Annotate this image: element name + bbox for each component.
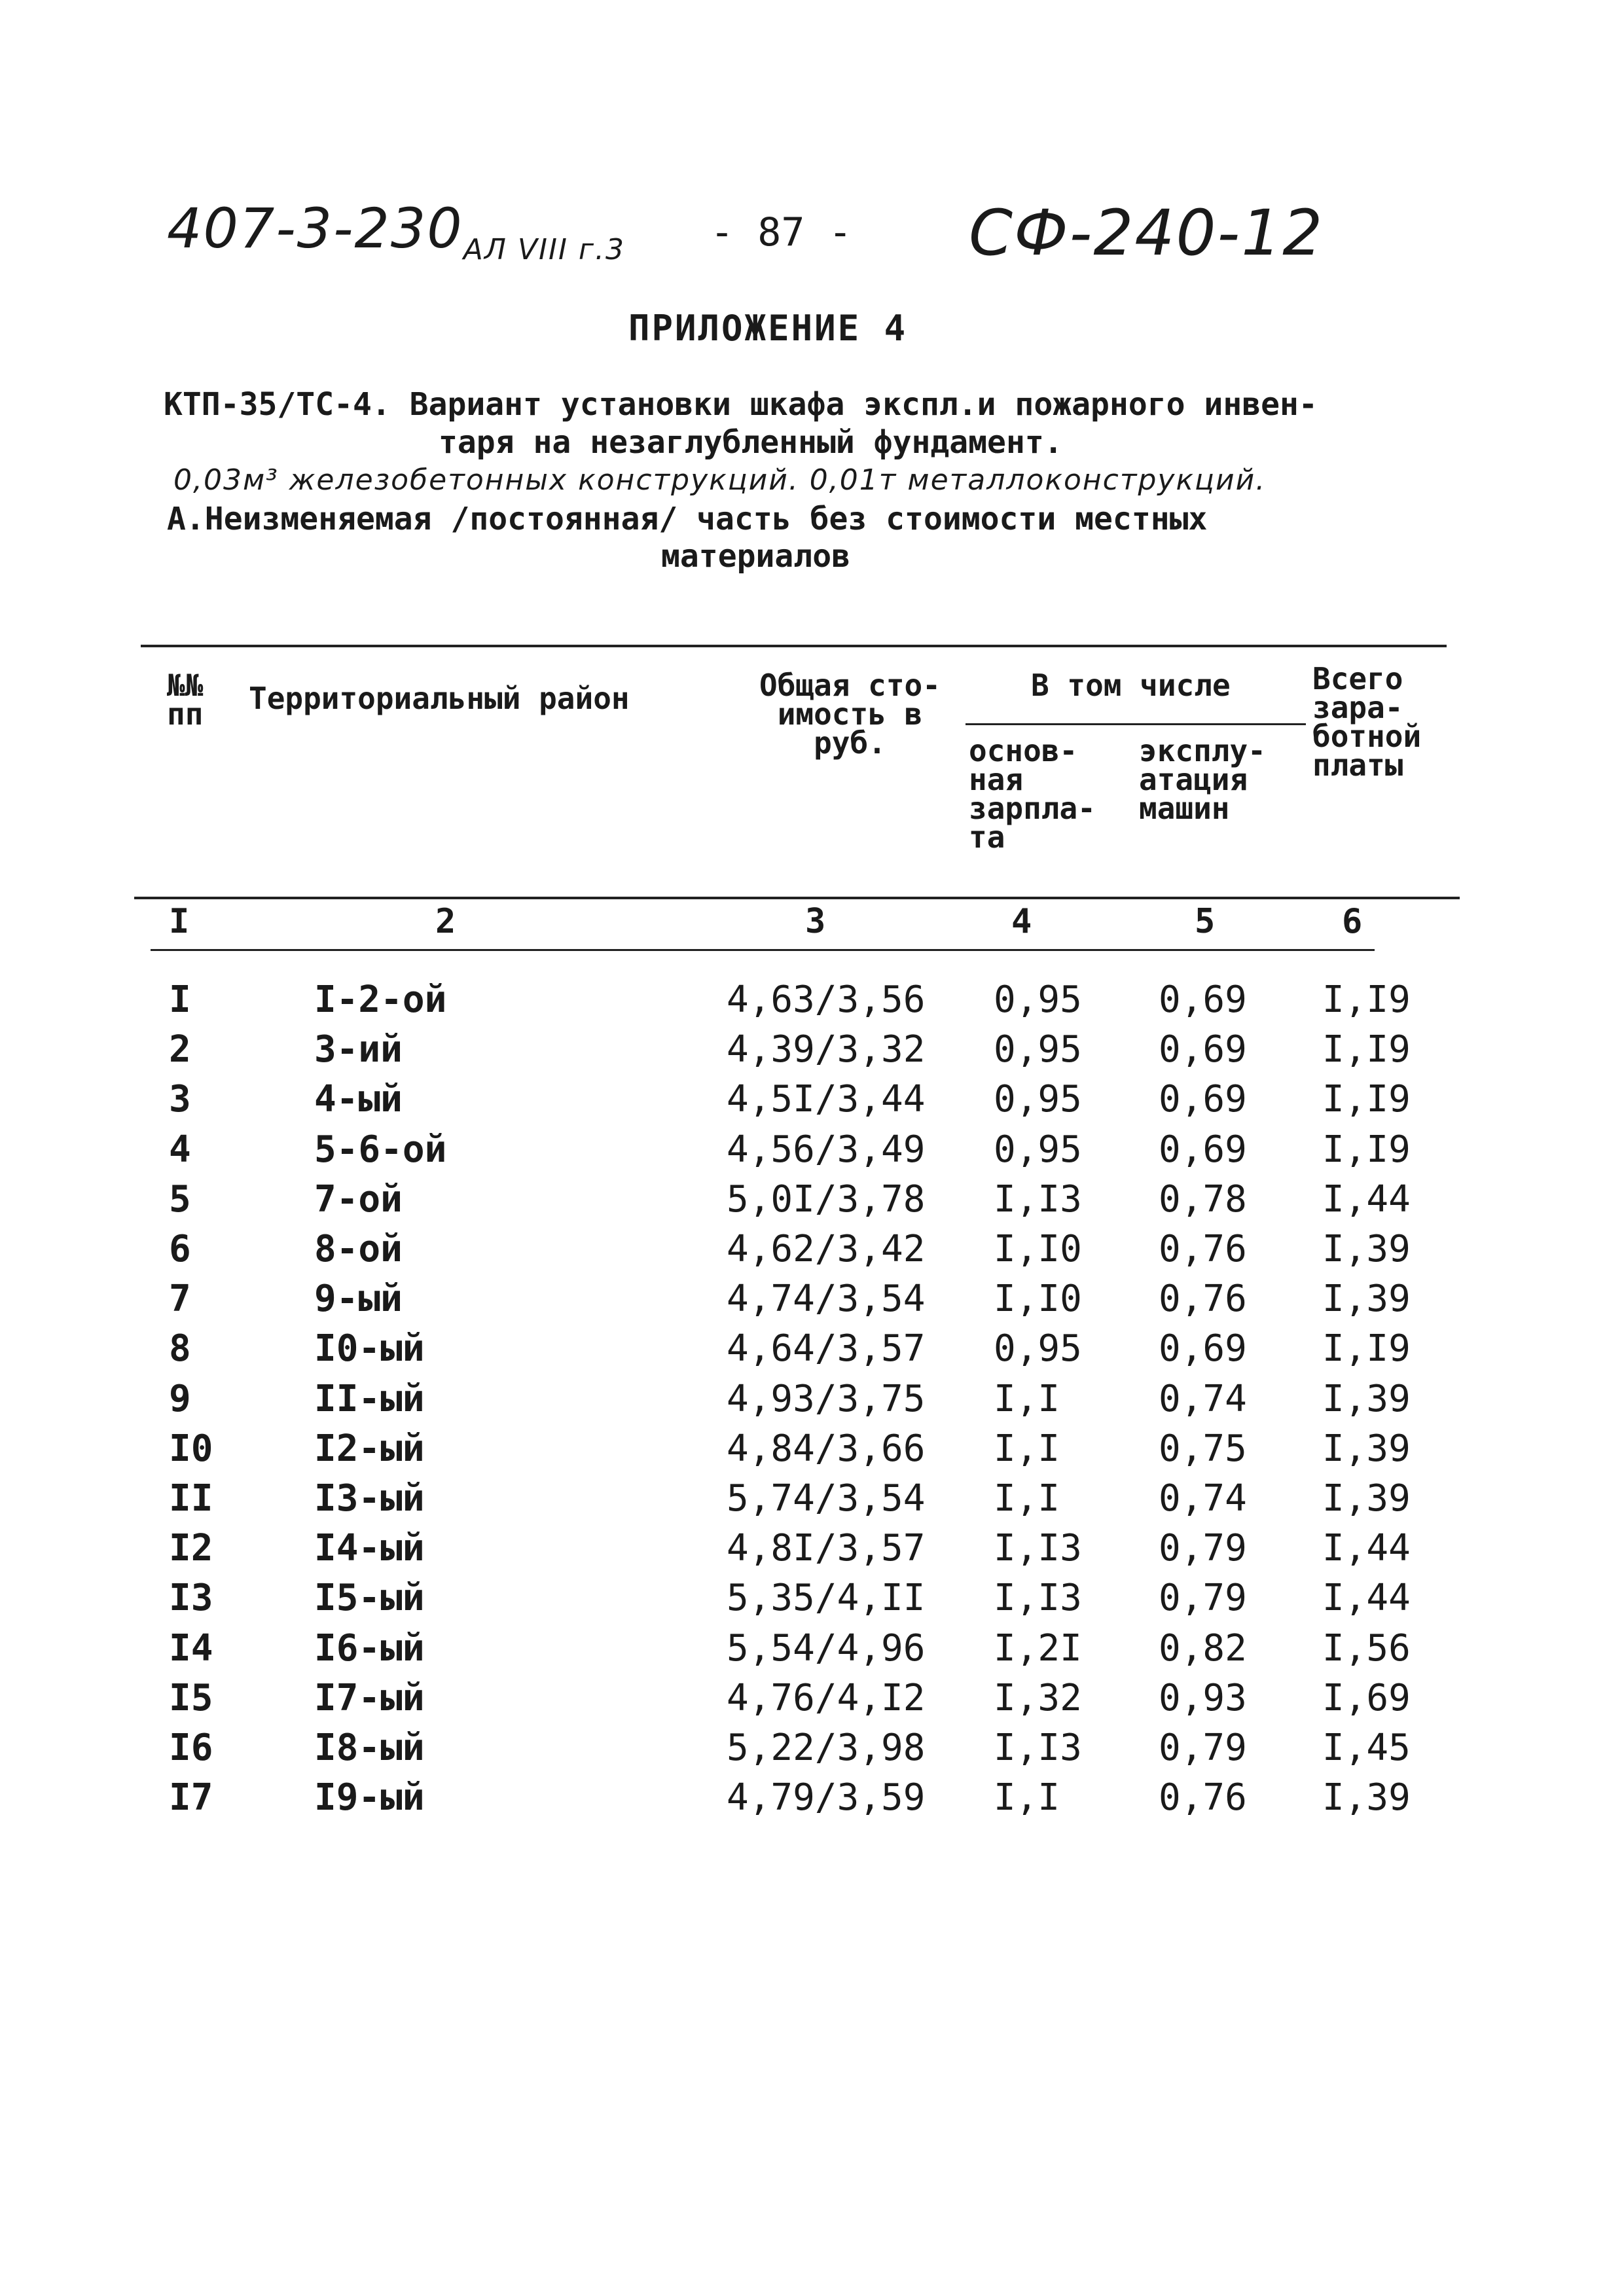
heading-line-5: материалов	[661, 538, 850, 575]
subheader-rule	[965, 723, 1306, 725]
header-base-pay	[969, 733, 1096, 855]
machine-operation-cell: 0,76	[1159, 1228, 1247, 1270]
total-cost-cell: 4,8I/3,57	[727, 1527, 926, 1570]
row-number-cell: I7	[169, 1776, 213, 1819]
total-cost-cell: 4,39/3,32	[727, 1028, 926, 1071]
row-number-cell: 9	[169, 1378, 191, 1420]
machine-operation-cell: 0,74	[1159, 1477, 1247, 1520]
region-name-cell: I9-ый	[314, 1776, 425, 1819]
total-wages-cell: I,I9	[1322, 1128, 1411, 1171]
total-wages-cell: I,69	[1322, 1677, 1411, 1719]
total-wages-cell: I,I9	[1322, 978, 1411, 1021]
header-machines-line: машин	[1139, 791, 1230, 826]
header-machine-operation	[1139, 733, 1266, 826]
region-name-cell: I3-ый	[314, 1477, 425, 1520]
total-cost-cell: 4,62/3,42	[727, 1228, 926, 1270]
column-number: 4	[1011, 902, 1032, 941]
total-wages-cell: I,I9	[1322, 1078, 1411, 1121]
machine-operation-cell: 0,76	[1159, 1278, 1247, 1320]
region-name-cell: I7-ый	[314, 1677, 425, 1719]
total-cost-cell: 4,93/3,75	[727, 1378, 926, 1420]
document-code-main: 407-3-230	[167, 196, 463, 260]
heading-line-2: таря на незаглубленный фундамент.	[439, 424, 1063, 461]
machine-operation-cell: 0,79	[1159, 1577, 1247, 1619]
total-wages-cell: I,56	[1322, 1627, 1411, 1670]
document-code-sub: АЛ VIII г.3	[463, 232, 626, 266]
machine-operation-cell: 0,69	[1159, 978, 1247, 1021]
base-pay-cell: 0,95	[994, 978, 1082, 1021]
total-wages-cell: I,39	[1322, 1278, 1411, 1320]
base-pay-cell: I,I0	[994, 1278, 1082, 1320]
row-number-cell: I2	[169, 1527, 213, 1570]
machine-operation-cell: 0,93	[1159, 1677, 1247, 1719]
header-wages-line: платы	[1312, 747, 1403, 783]
total-cost-cell: 4,74/3,54	[727, 1278, 926, 1320]
header-wages-line: Всего	[1312, 661, 1403, 696]
total-cost-cell: 4,63/3,56	[727, 978, 926, 1021]
region-name-cell: II-ый	[314, 1378, 425, 1420]
header-region: Территориальный район	[249, 681, 630, 716]
header-total-wages	[1312, 661, 1422, 783]
base-pay-cell: 0,95	[994, 1327, 1082, 1370]
header-total-cost	[759, 668, 941, 761]
header-total-line: имость в	[777, 696, 923, 732]
base-pay-cell: I,2I	[994, 1627, 1082, 1670]
column-number: I	[169, 902, 190, 941]
region-name-cell: I5-ый	[314, 1577, 425, 1619]
machine-operation-cell: 0,74	[1159, 1378, 1247, 1420]
row-number-cell: 3	[169, 1078, 191, 1121]
total-wages-cell: I,39	[1322, 1228, 1411, 1270]
base-pay-cell: I,I	[994, 1776, 1060, 1819]
header-total-line: Общая сто-	[759, 668, 941, 703]
total-wages-cell: I,39	[1322, 1378, 1411, 1420]
base-pay-cell: I,I3	[994, 1527, 1082, 1570]
header-machines-line: эксплу-	[1139, 733, 1266, 768]
row-number-cell: 2	[169, 1028, 191, 1071]
header-base-pay-line: зарпла-	[969, 791, 1096, 826]
base-pay-cell: I,I0	[994, 1228, 1082, 1270]
header-machines-line: атация	[1139, 762, 1248, 797]
total-cost-cell: 4,76/4,I2	[727, 1677, 926, 1719]
total-cost-cell: 4,79/3,59	[727, 1776, 926, 1819]
machine-operation-cell: 0,78	[1159, 1178, 1247, 1221]
total-cost-cell: 4,56/3,49	[727, 1128, 926, 1171]
row-number-cell: 8	[169, 1327, 191, 1370]
page-number: - 87 -	[710, 209, 852, 255]
heading-line-4: А.Неизменяемая /постоянная/ часть без стоимости местных	[167, 501, 1208, 537]
machine-operation-cell: 0,82	[1159, 1627, 1247, 1670]
region-name-cell: 4-ый	[314, 1078, 403, 1121]
header-wages-line: ботной	[1312, 719, 1422, 754]
header-num	[167, 668, 204, 732]
region-name-cell: I6-ый	[314, 1627, 425, 1670]
machine-operation-cell: 0,69	[1159, 1078, 1247, 1121]
column-number: 5	[1195, 902, 1216, 941]
row-number-cell: 6	[169, 1228, 191, 1270]
base-pay-cell: I,I3	[994, 1178, 1082, 1221]
heading-line-1: КТП-35/ТС-4. Вариант установки шкафа экспл.и пожарного инвен-	[164, 386, 1318, 423]
header-base-pay-line: ная	[969, 762, 1024, 797]
machine-operation-cell: 0,79	[1159, 1727, 1247, 1769]
total-cost-cell: 4,84/3,66	[727, 1427, 926, 1470]
base-pay-cell: I,I	[994, 1427, 1060, 1470]
row-number-cell: I0	[169, 1427, 213, 1470]
row-number-cell: 5	[169, 1178, 191, 1221]
row-number-cell: I	[169, 978, 191, 1021]
total-cost-cell: 5,35/4,II	[727, 1577, 926, 1619]
base-pay-cell: I,32	[994, 1677, 1082, 1719]
row-number-cell: I4	[169, 1627, 213, 1670]
total-wages-cell: I,I9	[1322, 1327, 1411, 1370]
total-wages-cell: I,44	[1322, 1527, 1411, 1570]
base-pay-cell: 0,95	[994, 1078, 1082, 1121]
total-wages-cell: I,I9	[1322, 1028, 1411, 1071]
row-number-cell: I6	[169, 1727, 213, 1769]
total-wages-cell: I,45	[1322, 1727, 1411, 1769]
region-name-cell: 9-ый	[314, 1278, 403, 1320]
document-code-left	[167, 196, 625, 266]
total-cost-cell: 5,0I/3,78	[727, 1178, 926, 1221]
appendix-title: ПРИЛОЖЕНИЕ 4	[628, 308, 908, 349]
document-code-right: СФ-240-12	[969, 196, 1324, 270]
total-cost-cell: 5,22/3,98	[727, 1727, 926, 1769]
column-number: 3	[805, 902, 826, 941]
machine-operation-cell: 0,69	[1159, 1028, 1247, 1071]
header-base-pay-line: основ-	[969, 733, 1078, 768]
column-number: 2	[435, 902, 456, 941]
table-top-rule	[141, 645, 1447, 647]
row-number-cell: 7	[169, 1278, 191, 1320]
machine-operation-cell: 0,79	[1159, 1527, 1247, 1570]
header-num-line: №№	[167, 668, 204, 703]
region-name-cell: I0-ый	[314, 1327, 425, 1370]
total-cost-cell: 5,74/3,54	[727, 1477, 926, 1520]
region-name-cell: 3-ий	[314, 1028, 403, 1071]
total-cost-cell: 4,64/3,57	[727, 1327, 926, 1370]
base-pay-cell: 0,95	[994, 1128, 1082, 1171]
machine-operation-cell: 0,69	[1159, 1327, 1247, 1370]
row-number-cell: I5	[169, 1677, 213, 1719]
total-wages-cell: I,44	[1322, 1577, 1411, 1619]
region-name-cell: 5-6-ой	[314, 1128, 447, 1171]
base-pay-cell: I,I3	[994, 1577, 1082, 1619]
heading-handwritten-note: 0,03м³ железобетонных конструкций. 0,01т металлоконструкций.	[173, 463, 1267, 497]
total-wages-cell: I,39	[1322, 1427, 1411, 1470]
machine-operation-cell: 0,75	[1159, 1427, 1247, 1470]
base-pay-cell: I,I	[994, 1477, 1060, 1520]
colnum-bottom-rule	[151, 949, 1375, 951]
total-wages-cell: I,44	[1322, 1178, 1411, 1221]
row-number-cell: 4	[169, 1128, 191, 1171]
total-cost-cell: 4,5I/3,44	[727, 1078, 926, 1121]
base-pay-cell: 0,95	[994, 1028, 1082, 1071]
base-pay-cell: I,I	[994, 1378, 1060, 1420]
region-name-cell: I-2-ой	[314, 978, 447, 1021]
header-num-line: пп	[167, 696, 204, 732]
total-cost-cell: 5,54/4,96	[727, 1627, 926, 1670]
total-wages-cell: I,39	[1322, 1477, 1411, 1520]
total-wages-cell: I,39	[1322, 1776, 1411, 1819]
row-number-cell: II	[169, 1477, 213, 1520]
region-name-cell: 8-ой	[314, 1228, 403, 1270]
machine-operation-cell: 0,76	[1159, 1776, 1247, 1819]
row-number-cell: I3	[169, 1577, 213, 1619]
header-base-pay-line: та	[969, 819, 1005, 855]
header-total-line: руб.	[814, 725, 886, 761]
header-bottom-rule	[134, 897, 1460, 899]
column-number: 6	[1342, 902, 1363, 941]
region-name-cell: 7-ой	[314, 1178, 403, 1221]
machine-operation-cell: 0,69	[1159, 1128, 1247, 1171]
header-including: В том числе	[1031, 668, 1231, 703]
region-name-cell: I8-ый	[314, 1727, 425, 1769]
base-pay-cell: I,I3	[994, 1727, 1082, 1769]
header-wages-line: зара-	[1312, 690, 1403, 725]
region-name-cell: I4-ый	[314, 1527, 425, 1570]
region-name-cell: I2-ый	[314, 1427, 425, 1470]
